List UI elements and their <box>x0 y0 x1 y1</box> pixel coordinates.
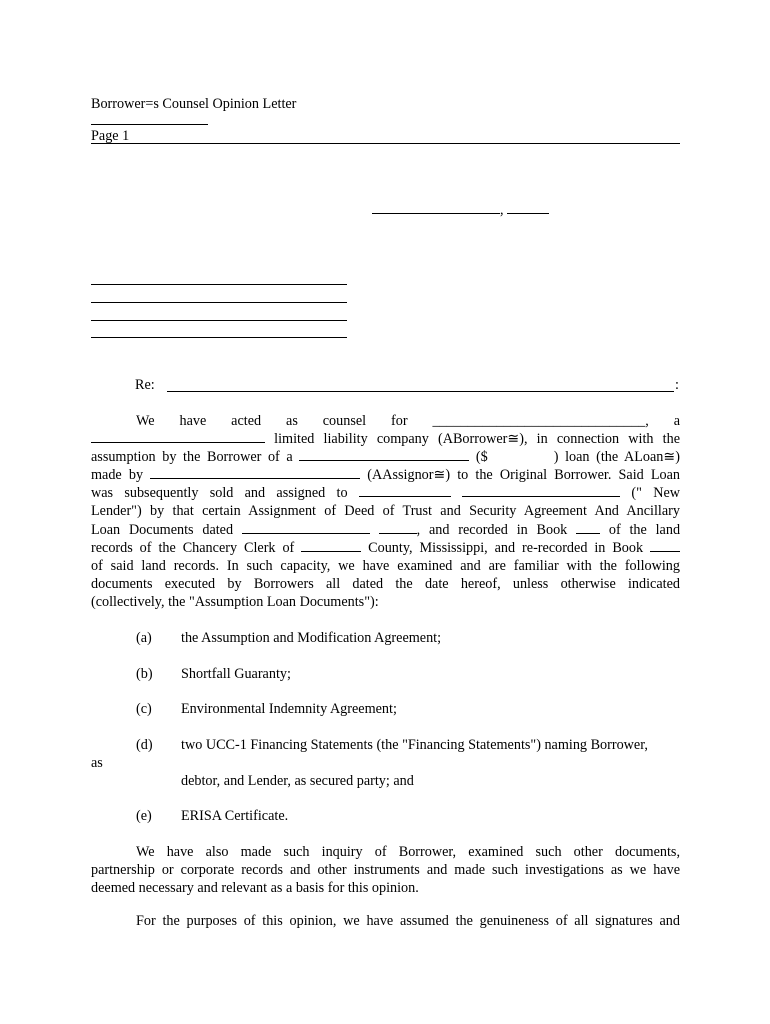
item-c-label: (c) <box>136 701 152 717</box>
para1-line-10: documents executed by Borrowers all dated the date hereof, unless otherwise indicated <box>91 575 680 592</box>
item-d-text: two UCC-1 Financing Statements (the "Financing Statements") naming Borrower, <box>181 737 648 753</box>
address-line-1 <box>91 284 347 285</box>
date-comma: , <box>500 202 504 218</box>
header-divider-short <box>91 124 208 125</box>
para1-line-2: limited liability company (ABorrower≅), in connection with the <box>91 430 680 448</box>
re-label: Re: <box>135 377 155 393</box>
para1-line-9: of said land records. In such capacity, we have examined and are familiar with the following <box>91 557 680 574</box>
address-line-3 <box>91 320 347 321</box>
date-month-day-blank <box>372 201 500 214</box>
item-d-as-word: as <box>91 755 103 771</box>
item-d-continuation: debtor, and Lender, as secured party; and <box>181 773 414 789</box>
item-e-label: (e) <box>136 808 152 824</box>
paragraph-engagement <box>91 412 680 611</box>
para1-line-5: was subsequently sold and assigned to (" New <box>91 485 681 502</box>
para2-line-1: We have also made such inquiry of Borrower, examined such other documents, <box>136 844 680 860</box>
para2-line-3: deemed necessary and relevant as a basis for this opinion. <box>91 880 419 897</box>
date-blank <box>372 201 549 219</box>
para1-line-11: (collectively, the "Assumption Loan Documents"): <box>91 593 379 610</box>
para2-line-2: partnership or corporate records and other instruments and made such investigations as we have <box>91 862 680 879</box>
para1-line-3: assumption by the Borrower of a ($ ) loan (the ALoan≅) <box>91 449 680 466</box>
para1-line-4: made by (AAssignor≅) to the Original Borrower. Said Loan <box>91 467 680 484</box>
address-line-4 <box>91 337 347 338</box>
para1-line-7: Loan Documents dated , and recorded in Book of the land <box>91 521 681 538</box>
header-divider <box>91 143 680 144</box>
date-year-blank <box>507 201 549 214</box>
re-subject-blank <box>167 391 674 392</box>
re-colon: : <box>675 377 679 393</box>
document-header-title: Borrower=s Counsel Opinion Letter <box>91 96 297 112</box>
para1-line-6: Lender") by that certain Assignment of Deed of Trust and Security Agreement And Ancillary <box>91 503 680 520</box>
paragraph-inquiry <box>91 843 680 898</box>
page-number: Page 1 <box>91 128 130 144</box>
item-a-label: (a) <box>136 630 152 646</box>
item-d-label: (d) <box>136 737 153 753</box>
item-c-text: Environmental Indemnity Agreement; <box>181 701 397 717</box>
address-line-2 <box>91 302 347 303</box>
para1-line-1: We have acted as counsel for ______________________________, a <box>136 413 681 429</box>
item-b-label: (b) <box>136 666 153 682</box>
item-e-text: ERISA Certificate. <box>181 808 289 824</box>
item-a-text: the Assumption and Modification Agreement; <box>181 630 442 646</box>
paragraph-assumptions <box>91 913 680 930</box>
para1-line-8: records of the Chancery Clerk of County, Mississippi, and re-recorded in Book <box>91 539 680 557</box>
para3-line-1: For the purposes of this opinion, we have assumed the genuineness of all signatures and <box>136 913 680 929</box>
item-b-text: Shortfall Guaranty; <box>181 666 291 682</box>
